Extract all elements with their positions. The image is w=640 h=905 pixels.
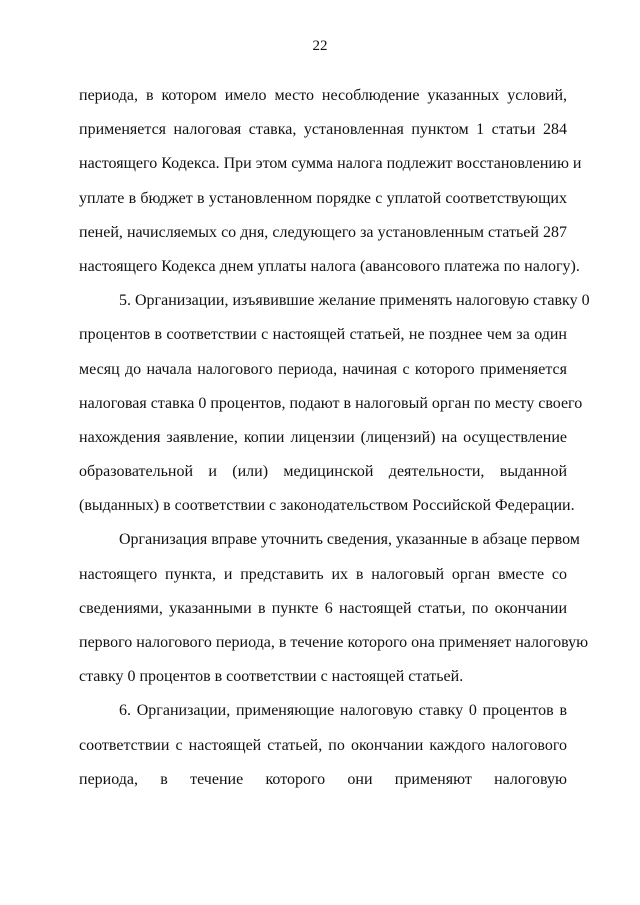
page-number: 22 (312, 38, 328, 54)
text-line: настоящего Кодекса. При этом сумма налога подлежит восстановлению и (79, 155, 582, 173)
text-line: периода, в течение которого они применяют налоговую (79, 770, 567, 788)
text-line: пеней, начисляемых со дня, следующего за установленным статьей 287 (79, 223, 567, 241)
text-line: ставку 0 процентов в соответствии с настоящей статьей. (79, 668, 464, 686)
paragraph-start: Организация вправе уточнить сведения, указанные в абзаце первом (119, 531, 580, 549)
text-line: образовательной и (или) медицинской деятельности, выданной (79, 463, 567, 481)
text-line: периода, в котором имело место несоблюдение указанных условий, (79, 87, 567, 104)
text-line: соответствии с настоящей статьей, по окончании каждого налогового (79, 736, 567, 754)
paragraph-6-start: 6. Организации, применяющие налоговую ставку 0 процентов в (119, 702, 567, 720)
text-line: налоговая ставка 0 процентов, подают в налоговый орган по месту своего (79, 394, 583, 412)
text-line: месяц до начала налогового периода, начиная с которого применяется (79, 360, 567, 378)
text-line: первого налогового периода, в течение которого она применяет налоговую (79, 634, 589, 651)
text-line: сведениями, указанными в пункте 6 настоящей статьи, по окончании (79, 599, 567, 617)
text-line: настоящего Кодекса днем уплаты налога (авансового платежа по налогу). (79, 257, 580, 275)
paragraph-5-start: 5. Организации, изъявившие желание применять налоговую ставку 0 (119, 292, 590, 310)
text-line: процентов в соответствии с настоящей статьей, не позднее чем за один (79, 326, 567, 344)
text-line: уплате в бюджет в установленном порядке с уплатой соответствующих (79, 189, 567, 207)
text-line: (выданных) в соответствии с законодательством Российской Федерации. (79, 497, 575, 515)
document-body (79, 79, 590, 797)
text-line: применяется налоговая ставка, установленная пунктом 1 статьи 284 (79, 121, 567, 139)
text-line: настоящего пункта, и представить их в налоговый орган вместе со (79, 565, 567, 583)
text-line: нахождения заявление, копии лицензии (лицензий) на осуществление (79, 428, 567, 446)
